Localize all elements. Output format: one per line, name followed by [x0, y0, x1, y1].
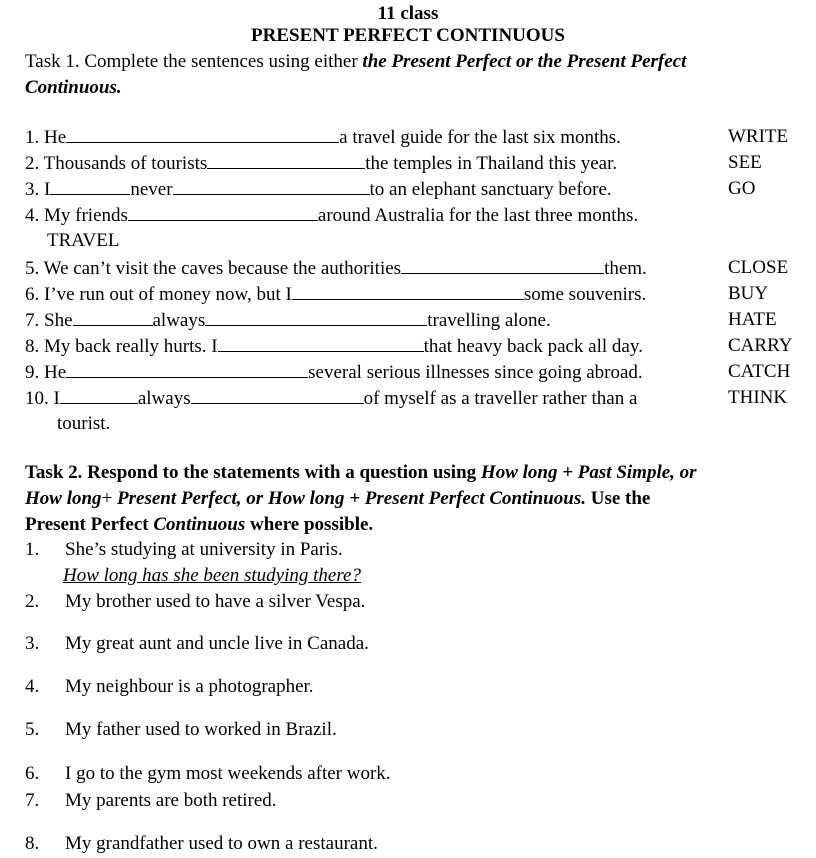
item-start: 4. My friends	[25, 205, 128, 226]
item-number: 8.	[25, 833, 40, 854]
answer-blank[interactable]	[207, 152, 365, 169]
statement-text: My parents are both retired.	[65, 790, 277, 811]
verb-cue: BUY	[728, 283, 769, 304]
statement-text: My father used to worked in Brazil.	[65, 719, 337, 740]
item-number: 4.	[25, 676, 40, 697]
item-start: 2. Thousands of tourists	[25, 153, 208, 174]
item-continuation: tourist.	[57, 413, 111, 434]
verb-cue: CATCH	[728, 361, 791, 382]
page-title: PRESENT PERFECT CONTINUOUS	[251, 25, 565, 46]
item-mid: always	[137, 388, 191, 409]
answer-blank[interactable]	[191, 387, 364, 404]
task1-item-3	[25, 178, 612, 201]
task2-how-long: How long	[25, 488, 102, 509]
statement-text: My great aunt and uncle live in Canada.	[65, 633, 369, 654]
task1-item-9	[25, 361, 643, 384]
task2-item-7	[25, 790, 277, 812]
item-start: 7. She	[25, 310, 73, 331]
task2-item-5	[25, 719, 337, 741]
answer-blank[interactable]	[218, 335, 424, 352]
verb-cue: CARRY	[728, 335, 793, 356]
verb-cue: THINK	[728, 387, 788, 408]
task2-item-2	[25, 591, 365, 613]
task2-tense-options: Present Perfect, or How long + Present Perfect Continuous.	[117, 488, 586, 509]
item-mid: always	[152, 310, 206, 331]
task1-item-7	[25, 309, 551, 332]
task1-item-6	[25, 283, 646, 306]
answer-blank[interactable]	[401, 257, 604, 274]
answer-blank[interactable]	[66, 126, 339, 143]
task2-plus: +	[101, 488, 118, 509]
item-end: them.	[604, 258, 647, 279]
item-end: a travel guide for the last six months.	[339, 127, 621, 148]
item-start: 10. I	[25, 388, 60, 409]
item-number: 1.	[25, 539, 40, 560]
verb-cue: HATE	[728, 309, 777, 330]
item-end: that heavy back pack all day.	[423, 336, 643, 357]
task1-instruction-line2: Continuous.	[25, 77, 122, 98]
task1-item-2	[25, 152, 617, 175]
example-answer: How long has she been studying there?	[63, 565, 361, 586]
task2-tense-name: Present Perfect	[25, 514, 154, 535]
task2-item-3	[25, 633, 369, 655]
answer-blank[interactable]	[73, 309, 153, 326]
task2-item-6	[25, 763, 391, 785]
item-end: several serious illnesses since going abroad.	[308, 362, 643, 383]
task2-item-4	[25, 676, 314, 698]
task1-item-5	[25, 257, 647, 280]
answer-blank[interactable]	[60, 387, 138, 404]
verb-cue: WRITE	[728, 126, 789, 147]
task2-use-the: Use the	[585, 488, 651, 509]
item-number: 6.	[25, 763, 40, 784]
statement-text: My grandfather used to own a restaurant.	[65, 833, 378, 854]
item-start: 1. He	[25, 127, 67, 148]
verb-cue: CLOSE	[728, 257, 789, 278]
task2-instruction-line1	[25, 462, 697, 484]
task1-item-10	[25, 387, 637, 410]
task1-instruction	[25, 51, 686, 73]
task2-continuous: Continuous	[153, 514, 246, 535]
item-end: the temples in Thailand this year.	[365, 153, 618, 174]
item-start: 5. We can’t visit the caves because the authorities	[25, 258, 402, 279]
task2-where-possible: where possible.	[245, 514, 374, 535]
verb-cue: GO	[728, 178, 756, 199]
item-end: of myself as a traveller rather than a	[363, 388, 638, 409]
item-number: 2.	[25, 591, 40, 612]
item-number: 7.	[25, 790, 40, 811]
answer-blank[interactable]	[173, 178, 370, 195]
statement-text: My brother used to have a silver Vespa.	[65, 591, 366, 612]
item-start: 3. I	[25, 179, 51, 200]
answer-blank[interactable]	[292, 283, 524, 300]
item-end: travelling alone.	[427, 310, 551, 331]
answer-blank[interactable]	[128, 204, 318, 221]
item-number: 3.	[25, 633, 40, 654]
item-end: some souvenirs.	[523, 284, 647, 305]
task2-item-8	[25, 833, 378, 855]
item-end: to an elephant sanctuary before.	[369, 179, 612, 200]
task1-item-4	[25, 204, 638, 227]
task2-instruction-emphasis: How long + Past Simple, or	[480, 462, 697, 483]
answer-blank[interactable]	[205, 309, 427, 326]
task2-instruction-line2	[25, 488, 650, 510]
item-number: 5.	[25, 719, 40, 740]
class-heading: 11 class	[377, 3, 439, 24]
statement-text: I go to the gym most weekends after work.	[65, 763, 391, 784]
task1-instruction-emphasis: the Present Perfect or the Present Perfect	[362, 51, 687, 72]
item-end: around Australia for the last three months.	[317, 205, 639, 226]
item-mid: never	[130, 179, 173, 200]
answer-blank[interactable]	[50, 178, 130, 195]
statement-text: My neighbour is a photographer.	[65, 676, 314, 697]
task1-item-8	[25, 335, 643, 358]
verb-cue: SEE	[728, 152, 762, 173]
item-start: 9. He	[25, 362, 67, 383]
verb-cue: TRAVEL	[47, 230, 120, 251]
task1-instruction-text: Task 1. Complete the sentences using either	[25, 51, 363, 72]
item-start: 6. I’ve run out of money now, but I	[25, 284, 292, 305]
statement-text: She’s studying at university in Paris.	[65, 539, 343, 560]
task2-instruction-line3	[25, 514, 373, 536]
item-start: 8. My back really hurts. I	[25, 336, 218, 357]
task2-instruction-text: Task 2. Respond to the statements with a question using	[25, 462, 481, 483]
answer-blank[interactable]	[66, 361, 308, 378]
task2-item-1	[25, 539, 343, 561]
task1-item-1	[25, 126, 621, 149]
